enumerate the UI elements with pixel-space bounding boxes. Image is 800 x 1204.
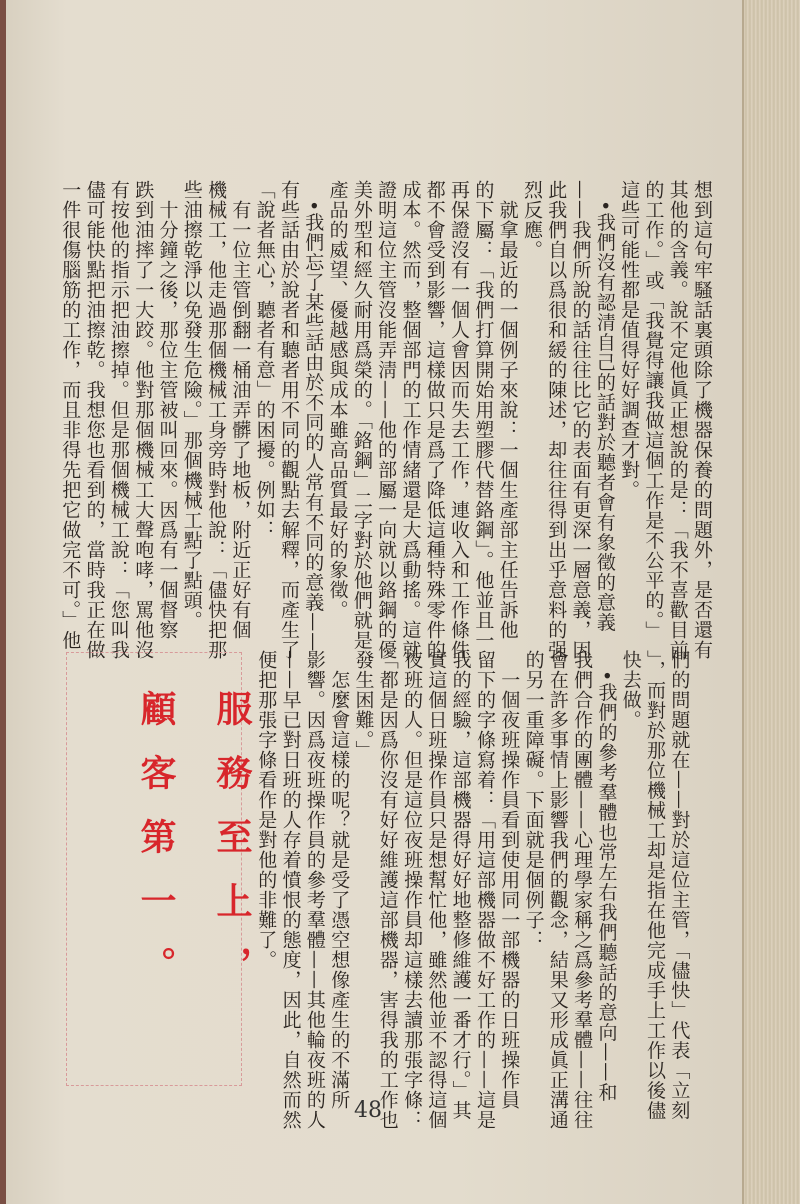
book-page — [6, 0, 756, 1204]
upper-text-block: 想到這句牢騷話裏頭除了機器保養的問題外，是否還有 其他的含義。說不定他眞正想說的是：「我不喜歡目前 的工作。」或「我覺得讓我做這個工作是不公平的。」 這些可能性都是值得好好調查才對。 •我們沒有認清自己的話對於聽者會有象徵的意義 ——我們所說的話往往比它的表面有更深一層意義，因 此我們自以爲很和緩的陳述，却往往得到出乎意料的强 烈反應。 就拿最近的一個例子來說：一個生產部主任告訴他 的下屬：「我們打算開始用塑膠代替鉻鋼」。他並且一 再保證沒有一個人會因而失去工作，連收入和工作條件 都不會受到影響，這樣做只是爲了降低這種特殊零件的 成本。然而，整個部門的工作情緒還是大爲動搖。這就 證明這位主管沒能弄淸——他的部屬一向就以鉻鋼的優 美外型和經久耐用爲榮的。「鉻鋼」二字對於他們就是 產品的威望、優越感與成本雖高品質最好的象徵。 •我們忘了某些話由於不同的人常有不同的意義—— 有些話由於說者和聽者用不同的觀點去解釋，而產生了 「說者無心，聽者有意」的困擾。例如： 有一位主管倒翻一桶油弄髒了地板，附近正好有個 機械工，他走過那個機械工身旁時對他說：「儘快把那 些油擦乾淨以免發生危險。」那個機械工點了點頭。 十分鐘之後，那位主管被叫回來。因爲有一個督察 跌到油摔了一大跤。他對那個機械工大聲咆哮，罵他沒 有按他的指示把油擦掉。但是那個機械工說：「您叫我 儘可能快點把油擦乾。我想您也看到的，當時我正在做 一件很傷腦筋的工作，而且非得先把它做完不可。」他 — [59, 180, 714, 660]
lower-text-block: 們的問題就在——對於這位主管，「儘快」代表「立刻 」，而對於那位機械工却是指在他完成手上工作以後儘 快去做。 •我們的參考羣體也常左右我們聽話的意向——和 我們合作的團體——心理學家稱之爲參考羣體——往往 會在許多事情上影響我們的觀念，結果又形成眞正溝通 的另一重障礙。下面就是個例子： 一個夜班操作員看到使用同一部機器的日班操作員 留下的字條寫着：「用這部機器做不好工作的——這是 我的經驗，這部機器得好好地整修維護一番才行。」其 實這個日班操作員只是想幫忙他，雖然他並不認得這個 夜班的人。但是這位夜班操作員却這樣去讀那張字條： 「都是因爲你沒有好好維護這部機器，害得我的工作也 發生困難。」 怎麼會這樣的呢？就是受了憑空想像產生的不滿所 影響。因爲夜班操作員的參考羣體——其他輪夜班的人 ——早已對日班的人存着憤恨的態度，因此，自然而然 便把那張字條看作是對他的非難了。 — [255, 650, 691, 1130]
page-stack-edges — [742, 0, 800, 1204]
page-number: 48 — [354, 1098, 382, 1123]
callout-slogan: 服務至上， 顧客第一。 — [135, 690, 253, 1010]
